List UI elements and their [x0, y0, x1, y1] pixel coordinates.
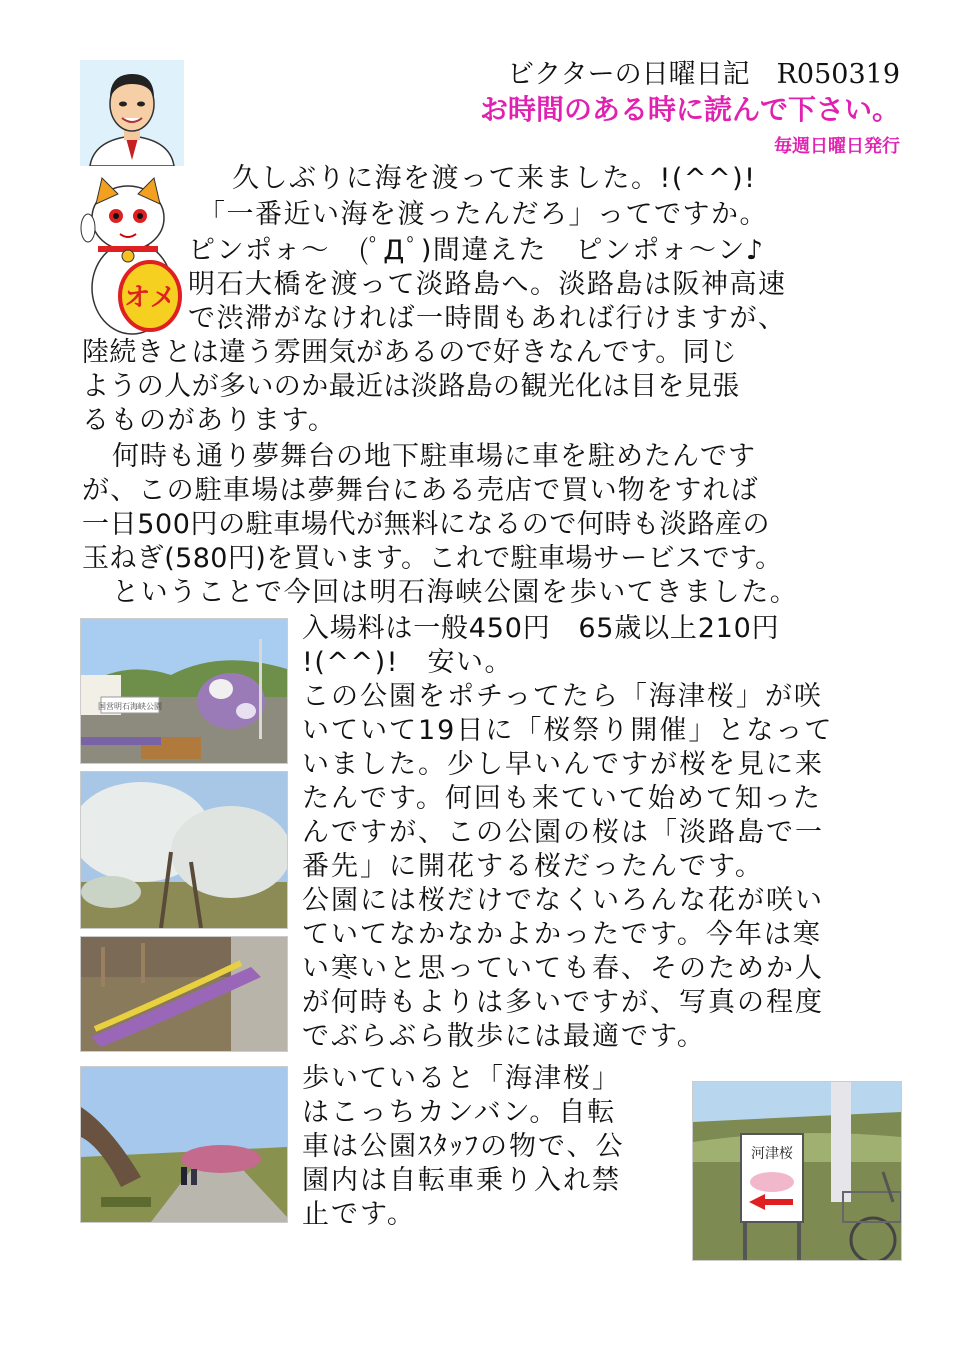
diary-subtitle: お時間のある時に読んで下さい。 [479, 93, 900, 126]
body-line: 久しぶりに海を渡って来ました。!(^^)! [232, 163, 757, 194]
side-line: んですが、この公園の桜は「淡路島で一 [302, 817, 824, 848]
park-sign-text: 国営明石海峡公園 [98, 702, 162, 711]
side-line: 番先」に開花する桜だったんです。 [302, 851, 764, 882]
side-line: いていて19日に「桜祭り開催」となって [302, 715, 834, 746]
photo-flower-bed [80, 936, 288, 1052]
body-line: 明石大橋を渡って淡路島へ。淡路島は阪神高速 [188, 269, 787, 300]
bottom-line: 園内は自転車乗り入れ禁 [302, 1165, 621, 1196]
body-line: ようの人が多いのか最近は淡路島の観光化は目を見張 [82, 371, 740, 402]
body-line: ということで今回は明石海峡公園を歩いてきました。 [112, 577, 799, 608]
photo-sakura-sign [692, 1081, 902, 1261]
body-line: が、この駐車場は夢舞台にある売店で買い物をすれば [82, 475, 759, 506]
side-line: 公園には桜だけでなくいろんな花が咲い [302, 885, 824, 916]
bottom-line: 止です。 [302, 1199, 416, 1230]
cat-badge-text: オメ [124, 283, 176, 313]
body-line: 「一番近い海を渡ったんだろ」ってですか。 [198, 199, 768, 230]
author-avatar [80, 60, 184, 166]
side-line: い寒いと思っていても春、そのためか人 [302, 953, 824, 984]
side-line: この公園をポチってたら「海津桜」が咲 [302, 681, 823, 712]
sakura-sign-text: 河津桜 [751, 1146, 793, 1162]
bottom-line: 車は公園ｽﾀｯﾌの物で、公 [302, 1131, 625, 1162]
side-line: いました。少し早いんですが桜を見に来 [302, 749, 824, 780]
bottom-line: 歩いていると「海津桜」 [302, 1063, 621, 1094]
side-line: !(^^)! 安い。 [302, 647, 513, 678]
body-line: 玉ねぎ(580円)を買います。これで駐車場サービスです。 [82, 543, 783, 574]
side-line: でぶらぶら散歩には最適です。 [302, 1021, 706, 1052]
body-line: るものがあります。 [82, 405, 337, 436]
side-line: ていてなかなかよかったです。今年は寒 [302, 919, 822, 950]
photo-white-blossoms [80, 771, 288, 929]
body-line: ピンポォ～ (ﾟДﾟ)間違えた ピンポォ～ン♪ [188, 235, 765, 266]
body-line: で渋滞がなければ一時間もあれば行けますが、 [188, 303, 787, 334]
maneki-neko-illustration [80, 168, 184, 338]
bottom-line: はこっちカンバン。自転 [302, 1097, 617, 1128]
body-line: 何時も通り夢舞台の地下駐車場に車を駐めたんです [112, 441, 756, 472]
weekly-label: 毎週日曜日発行 [774, 136, 900, 157]
side-line: が何時もよりは多いですが、写真の程度 [302, 987, 824, 1018]
photo-park-entrance [80, 618, 288, 764]
diary-title: ビクターの日曜日記 R050319 [507, 59, 900, 90]
side-line: 入場料は一般450円 65歳以上210円 [302, 613, 780, 644]
body-line: 陸続きとは違う雰囲気があるので好きなんです。同じ [82, 337, 738, 368]
side-line: たんです。何回も来ていて始めて知った [302, 783, 822, 814]
photo-park-path [80, 1066, 288, 1223]
body-line: 一日500円の駐車場代が無料になるので何時も淡路産の [82, 509, 771, 540]
